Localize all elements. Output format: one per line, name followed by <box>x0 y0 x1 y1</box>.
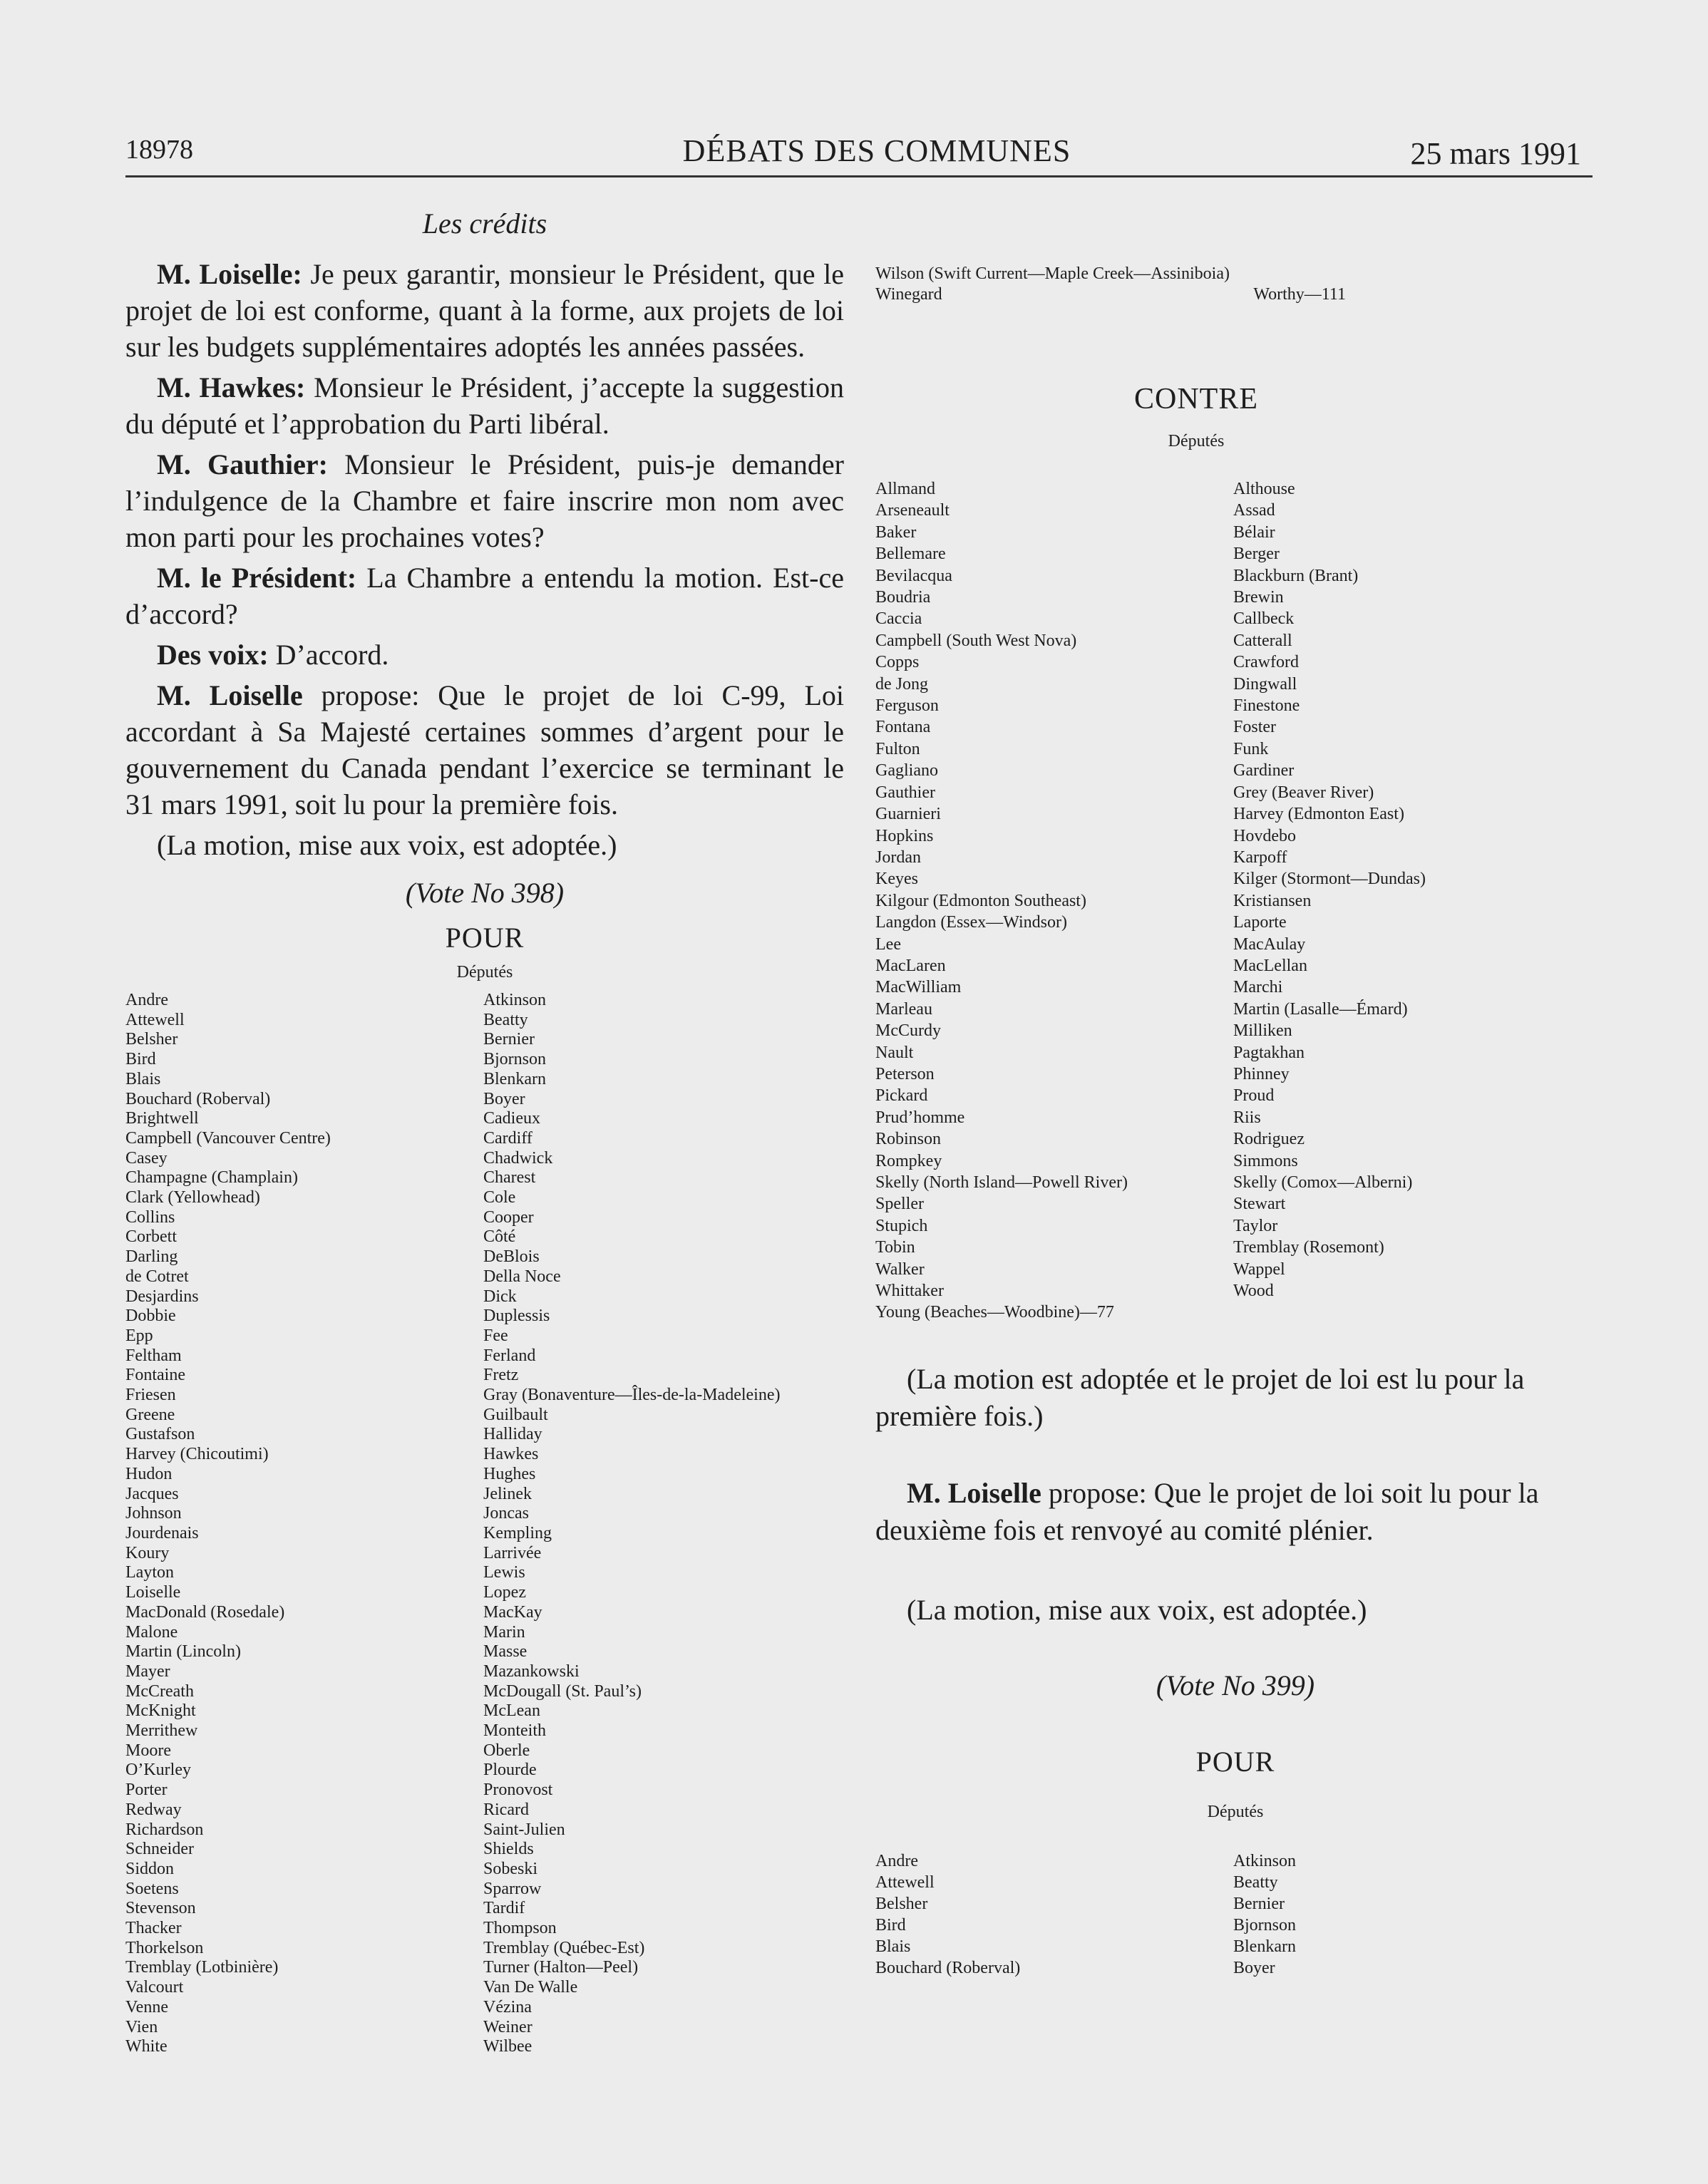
member-name: Kilgour (Edmonton Southeast) <box>875 891 1086 910</box>
member-name: Champagne (Champlain) <box>125 1168 298 1188</box>
speech-paragraph <box>125 637 844 673</box>
speech-paragraph <box>125 677 844 823</box>
member-name: Kristiansen <box>1233 891 1312 910</box>
speech-text: Monsieur le Président, puis-je demander l’indulgence de la Chambre et faire inscrire mon nom avec mon parti pour les prochaines votes? <box>125 448 844 553</box>
member-name: Charest <box>483 1168 536 1188</box>
member-name: Bernier <box>483 1030 535 1049</box>
member-name: Taylor <box>1233 1216 1278 1235</box>
member-name: Ferguson <box>875 696 939 716</box>
member-name: Collins <box>125 1207 175 1227</box>
speaker-name: M. Loiselle <box>157 679 303 711</box>
vote-label: (Vote No 398) <box>405 877 565 909</box>
member-name: Fontaine <box>125 1366 185 1385</box>
member-name: Venne <box>125 1997 168 2016</box>
pour-column-2 <box>483 991 841 2057</box>
member-name: Bird <box>125 1050 156 1069</box>
member-name: Skelly (North Island—Powell River) <box>875 1173 1128 1192</box>
member-name: Atkinson <box>483 991 547 1009</box>
member-name: Bellemare <box>875 545 946 564</box>
member-name: Allmand <box>875 480 935 498</box>
member-name: Bjornson <box>483 1050 547 1069</box>
motion-adopted: (La motion est adoptée et le projet de loi est lu pour la première fois.) <box>875 1362 1525 1432</box>
speech-paragraph <box>125 256 844 365</box>
member-name: Johnson <box>125 1504 182 1523</box>
member-name: Milliken <box>1233 1021 1292 1041</box>
member-name: Côté <box>483 1227 516 1247</box>
member-name: Dingwall <box>1233 674 1297 694</box>
member-name: Vien <box>125 2017 158 2036</box>
member-name: DeBlois <box>483 1247 540 1267</box>
member-name: Stewart <box>1233 1195 1286 1214</box>
member-name: Monteith <box>483 1721 546 1741</box>
member-name: Thorkelson <box>125 1938 204 1957</box>
member-name: Guarnieri <box>875 805 941 824</box>
member-name: Gustafson <box>125 1425 195 1444</box>
member-name: Shields <box>483 1840 534 1859</box>
member-name: Beatty <box>483 1010 528 1029</box>
member-name: Belsher <box>125 1030 178 1049</box>
member-name: Loiselle <box>125 1583 181 1602</box>
member-name: Darling <box>125 1247 178 1267</box>
member-name: O’Kurley <box>125 1761 191 1780</box>
member-name: Rompkey <box>875 1151 942 1170</box>
member-name: Blais <box>875 1937 911 1956</box>
member-name: Malone <box>125 1622 178 1642</box>
member-name: Soetens <box>125 1879 179 1898</box>
motion-result: (La motion, mise aux voix, est adoptée.) <box>907 1593 1367 1626</box>
member-name: Richardson <box>125 1820 204 1839</box>
list-item: Wilson (Swift Current—Maple Creek—Assiniboia) <box>875 264 1230 283</box>
speech-text: Je peux garantir, monsieur le Président, que le projet de loi est conforme, quant à la forme, aux projets de loi sur les budgets supplémentaires adoptés les années passées. <box>125 258 844 363</box>
speaker-name: M. Loiselle <box>907 1476 1041 1509</box>
member-name: Siddon <box>125 1859 175 1878</box>
motion-result: (La motion, mise aux voix, est adoptée.) <box>157 829 617 861</box>
member-name: Wilbee <box>483 2037 533 2056</box>
member-name: MacAulay <box>1233 934 1306 954</box>
speech-text: La Chambre a entendu la motion. Est-ce d’accord? <box>125 562 844 630</box>
contre-column-1 <box>875 478 1233 1324</box>
member-name: McCurdy <box>875 1021 941 1041</box>
member-name: de Jong <box>875 674 928 694</box>
header-rule <box>125 175 1593 177</box>
member-name: Pronovost <box>483 1781 553 1800</box>
member-name: Baker <box>875 522 917 542</box>
member-name: Martin (Lasalle—Émard) <box>1233 999 1408 1019</box>
member-name: Skelly (Comox—Alberni) <box>1233 1173 1413 1192</box>
member-name: Boudria <box>875 588 931 607</box>
member-name: Funk <box>1233 739 1269 758</box>
speaker-name: M. le Président: <box>157 562 357 594</box>
member-name: Hopkins <box>875 826 934 845</box>
member-name: Blais <box>125 1069 161 1088</box>
member-name: Duplessis <box>483 1307 550 1326</box>
member-name: Tardif <box>483 1899 525 1918</box>
list-row <box>875 284 1346 305</box>
member-name: Riis <box>1233 1108 1261 1127</box>
member-name: Thacker <box>125 1919 182 1938</box>
member-name: Hughes <box>483 1464 536 1483</box>
member-name: MacWilliam <box>875 978 962 997</box>
member-name: Feltham <box>125 1346 182 1365</box>
member-name: Proud <box>1233 1086 1275 1106</box>
member-name: MacDonald (Rosedale) <box>125 1602 285 1622</box>
member-name: Attewell <box>875 1873 935 1892</box>
member-name: White <box>125 2037 168 2056</box>
list-item: Winegard <box>875 285 942 304</box>
member-name: Rodriguez <box>1233 1130 1305 1149</box>
member-name: Gagliano <box>875 761 938 781</box>
member-name: Keyes <box>875 870 918 889</box>
member-name: Chadwick <box>483 1148 553 1168</box>
member-name: Corbett <box>125 1227 177 1247</box>
deputes-label: Députés <box>1168 432 1225 450</box>
member-name: Robinson <box>875 1130 942 1149</box>
member-name: Lopez <box>483 1583 526 1602</box>
member-name: Bird <box>875 1915 906 1935</box>
member-name: Friesen <box>125 1386 176 1405</box>
member-name: Brightwell <box>125 1109 199 1128</box>
member-name: Stevenson <box>125 1899 196 1918</box>
member-name: Martin (Lincoln) <box>125 1642 241 1662</box>
member-name: Stupich <box>875 1216 928 1235</box>
member-name: Sobeski <box>483 1859 538 1878</box>
member-name: Atkinson <box>1233 1851 1297 1870</box>
speech-text: propose: Que le projet de loi C-99, Loi accordant à Sa Majesté certaines sommes d’argent pour le gouvernement du Canada pendant l’exercice se terminant le 31 mars 1991, soit lu pour la première fois. <box>125 679 844 820</box>
member-name: Blenkarn <box>1233 1937 1296 1956</box>
member-name: Casey <box>125 1148 168 1168</box>
pour-column-1 <box>125 991 483 2057</box>
list-item-total: Worthy—111 <box>1253 285 1346 304</box>
member-name: Walker <box>875 1260 925 1279</box>
member-name: Harvey (Edmonton East) <box>1233 805 1404 824</box>
member-name: Finestone <box>1233 696 1300 716</box>
member-name: Hudon <box>125 1464 173 1483</box>
member-name: Mazankowski <box>483 1662 580 1681</box>
member-name: Bélair <box>1233 522 1275 542</box>
member-name: MacLellan <box>1233 956 1307 975</box>
member-name: Dick <box>483 1287 517 1306</box>
right-column <box>875 264 1595 1979</box>
member-name: Desjardins <box>125 1287 199 1306</box>
member-name: Catterall <box>1233 631 1292 650</box>
member-name: Epp <box>125 1326 153 1345</box>
deputes-label: Députés <box>1207 1802 1264 1821</box>
member-name: Andre <box>125 991 168 1009</box>
member-name: Cooper <box>483 1207 534 1227</box>
member-name: Blackburn (Brant) <box>1233 566 1359 585</box>
member-name: Tobin <box>875 1238 915 1257</box>
member-name: Joncas <box>483 1504 529 1523</box>
member-name: Tremblay (Rosemont) <box>1233 1238 1384 1257</box>
member-name: Fee <box>483 1326 508 1345</box>
pour-name-list <box>125 991 844 2057</box>
member-name: Halliday <box>483 1425 542 1444</box>
speech-paragraph <box>125 446 844 555</box>
member-name: Phinney <box>1233 1064 1290 1083</box>
member-name: Porter <box>125 1781 168 1800</box>
member-name: Whittaker <box>875 1282 944 1301</box>
member-name: Gauthier <box>875 783 935 802</box>
member-name: Cadieux <box>483 1109 540 1128</box>
member-name: Jelinek <box>483 1484 532 1503</box>
speech-paragraph <box>125 560 844 632</box>
member-name: Thompson <box>483 1919 557 1938</box>
member-name: Fretz <box>483 1366 519 1385</box>
member-name: Bouchard (Roberval) <box>875 1958 1021 1977</box>
speaker-name: M. Gauthier: <box>157 448 328 480</box>
member-name: Laporte <box>1233 913 1287 932</box>
member-name: Guilbault <box>483 1405 548 1424</box>
member-name: Simmons <box>1233 1151 1298 1170</box>
member-name: Callbeck <box>1233 609 1295 629</box>
member-name: Hovdebo <box>1233 826 1296 845</box>
speech-text: Monsieur le Président, j’accepte la suggestion du député et l’approbation du Parti libéral. <box>125 371 844 440</box>
member-name: Wappel <box>1233 1260 1285 1279</box>
member-name: Jacques <box>125 1484 179 1503</box>
member-name: Van De Walle <box>483 1978 578 1997</box>
member-name: Nault <box>875 1043 914 1062</box>
member-name: Ferland <box>483 1346 536 1365</box>
member-name: MacKay <box>483 1602 542 1622</box>
member-name: Wood <box>1233 1282 1274 1301</box>
running-title: DÉBATS DES COMMUNES <box>682 133 1071 168</box>
pour2-column-1 <box>875 1850 1233 1979</box>
contre-column-2 <box>1233 478 1591 1324</box>
member-name: MacLaren <box>875 956 946 975</box>
speaker-name: Des voix: <box>157 639 269 671</box>
member-name: Lee <box>875 934 901 954</box>
member-name: Gray (Bonaventure—Îles-de-la-Madeleine) <box>483 1386 781 1405</box>
member-name: Oberle <box>483 1741 530 1760</box>
member-name: Campbell (South West Nova) <box>875 631 1077 650</box>
member-name: Marchi <box>1233 978 1283 997</box>
section-subtitle: Les crédits <box>422 207 547 239</box>
speech-paragraph <box>875 1475 1595 1549</box>
member-name: Karpoff <box>1233 848 1287 867</box>
member-name: Turner (Halton—Peel) <box>483 1958 639 1977</box>
member-name: Bouchard (Roberval) <box>125 1089 271 1108</box>
member-name: Ricard <box>483 1800 529 1819</box>
member-name: Pagtakhan <box>1233 1043 1305 1062</box>
member-name: Masse <box>483 1642 528 1662</box>
member-name: Layton <box>125 1563 174 1582</box>
member-name: Weiner <box>483 2017 533 2036</box>
member-name: Saint-Julien <box>483 1820 565 1839</box>
member-name: Cole <box>483 1188 516 1207</box>
left-column <box>125 207 844 2057</box>
member-name: Hawkes <box>483 1445 539 1464</box>
member-name: Lewis <box>483 1563 525 1582</box>
member-name: Merrithew <box>125 1721 198 1741</box>
pour2-name-list <box>875 1850 1595 1979</box>
member-name: Bevilacqua <box>875 566 952 585</box>
member-name: Clark (Yellowhead) <box>125 1188 260 1207</box>
member-name: Koury <box>125 1543 170 1562</box>
member-name: Caccia <box>875 609 922 629</box>
member-name: Kilger (Stormont—Dundas) <box>1233 870 1426 889</box>
vote-label: (Vote No 399) <box>1156 1669 1315 1701</box>
member-name: Brewin <box>1233 588 1284 607</box>
member-name: Boyer <box>483 1089 525 1108</box>
member-name: Blenkarn <box>483 1069 546 1088</box>
member-name: Cardiff <box>483 1128 533 1148</box>
member-name: Fontana <box>875 718 931 737</box>
member-name: Andre <box>875 1851 918 1870</box>
page-number: 18978 <box>125 135 193 165</box>
member-name: Gardiner <box>1233 761 1295 781</box>
member-name: McDougall (St. Paul’s) <box>483 1681 642 1701</box>
member-name: Foster <box>1233 718 1276 737</box>
member-name: McCreath <box>125 1681 194 1701</box>
member-name: Sparrow <box>483 1879 542 1898</box>
contre-name-list <box>875 478 1595 1324</box>
member-name: Harvey (Chicoutimi) <box>125 1445 269 1464</box>
speech-text: propose: Que le projet de loi soit lu pour la deuxième fois et renvoyé au comité plénier. <box>875 1476 1539 1546</box>
member-name: Redway <box>125 1800 182 1819</box>
member-name: Copps <box>875 653 920 672</box>
member-name: Crawford <box>1233 653 1299 672</box>
member-name: Vézina <box>483 1997 532 2016</box>
member-name: Althouse <box>1233 480 1295 498</box>
member-name: McLean <box>483 1701 540 1721</box>
member-name: Arseneault <box>875 501 950 520</box>
member-name: Attewell <box>125 1010 185 1029</box>
member-name: Prud’homme <box>875 1108 965 1127</box>
pour-heading: POUR <box>1195 1745 1275 1778</box>
member-name: McKnight <box>125 1701 196 1721</box>
member-name: Moore <box>125 1741 171 1760</box>
member-name: Fulton <box>875 739 920 758</box>
member-name: Bjornson <box>1233 1915 1297 1935</box>
pour-heading: POUR <box>445 922 525 954</box>
member-name: Valcourt <box>125 1978 184 1997</box>
member-name: Jourdenais <box>125 1523 199 1542</box>
member-name: Young (Beaches—Woodbine)—77 <box>875 1303 1114 1322</box>
member-name: Berger <box>1233 545 1280 564</box>
member-name: Marleau <box>875 999 932 1019</box>
member-name: Jordan <box>875 848 921 867</box>
member-name: Campbell (Vancouver Centre) <box>125 1128 331 1148</box>
member-name: Boyer <box>1233 1958 1275 1977</box>
member-name: Langdon (Essex—Windsor) <box>875 913 1067 932</box>
member-name: Marin <box>483 1622 525 1642</box>
member-name: Greene <box>125 1405 175 1424</box>
member-name: Speller <box>875 1195 924 1214</box>
member-name: Della Noce <box>483 1267 561 1286</box>
member-name: Belsher <box>875 1894 928 1913</box>
member-name: Dobbie <box>125 1307 176 1326</box>
speech-paragraph <box>125 369 844 442</box>
member-name: Grey (Beaver River) <box>1233 783 1374 802</box>
member-name: de Cotret <box>125 1267 189 1286</box>
member-name: Assad <box>1233 501 1275 520</box>
member-name: Plourde <box>483 1761 537 1780</box>
member-name: Tremblay (Québec-Est) <box>483 1938 645 1957</box>
member-name: Larrivée <box>483 1543 542 1562</box>
speaker-name: M. Hawkes: <box>157 371 306 403</box>
member-name: Mayer <box>125 1662 170 1681</box>
member-name: Beatty <box>1233 1873 1278 1892</box>
page-date: 25 mars 1991 <box>1410 136 1581 171</box>
member-name: Kempling <box>483 1523 552 1542</box>
contre-heading: CONTRE <box>1134 383 1258 416</box>
member-name: Bernier <box>1233 1894 1285 1913</box>
pour2-column-2 <box>1233 1850 1591 1979</box>
member-name: Peterson <box>875 1064 935 1083</box>
speaker-name: M. Loiselle: <box>157 258 302 290</box>
speech-text: D’accord. <box>268 639 389 671</box>
member-name: Schneider <box>125 1840 194 1859</box>
deputes-label: Députés <box>456 963 513 982</box>
member-name: Pickard <box>875 1086 928 1106</box>
member-name: Tremblay (Lotbinière) <box>125 1958 279 1977</box>
